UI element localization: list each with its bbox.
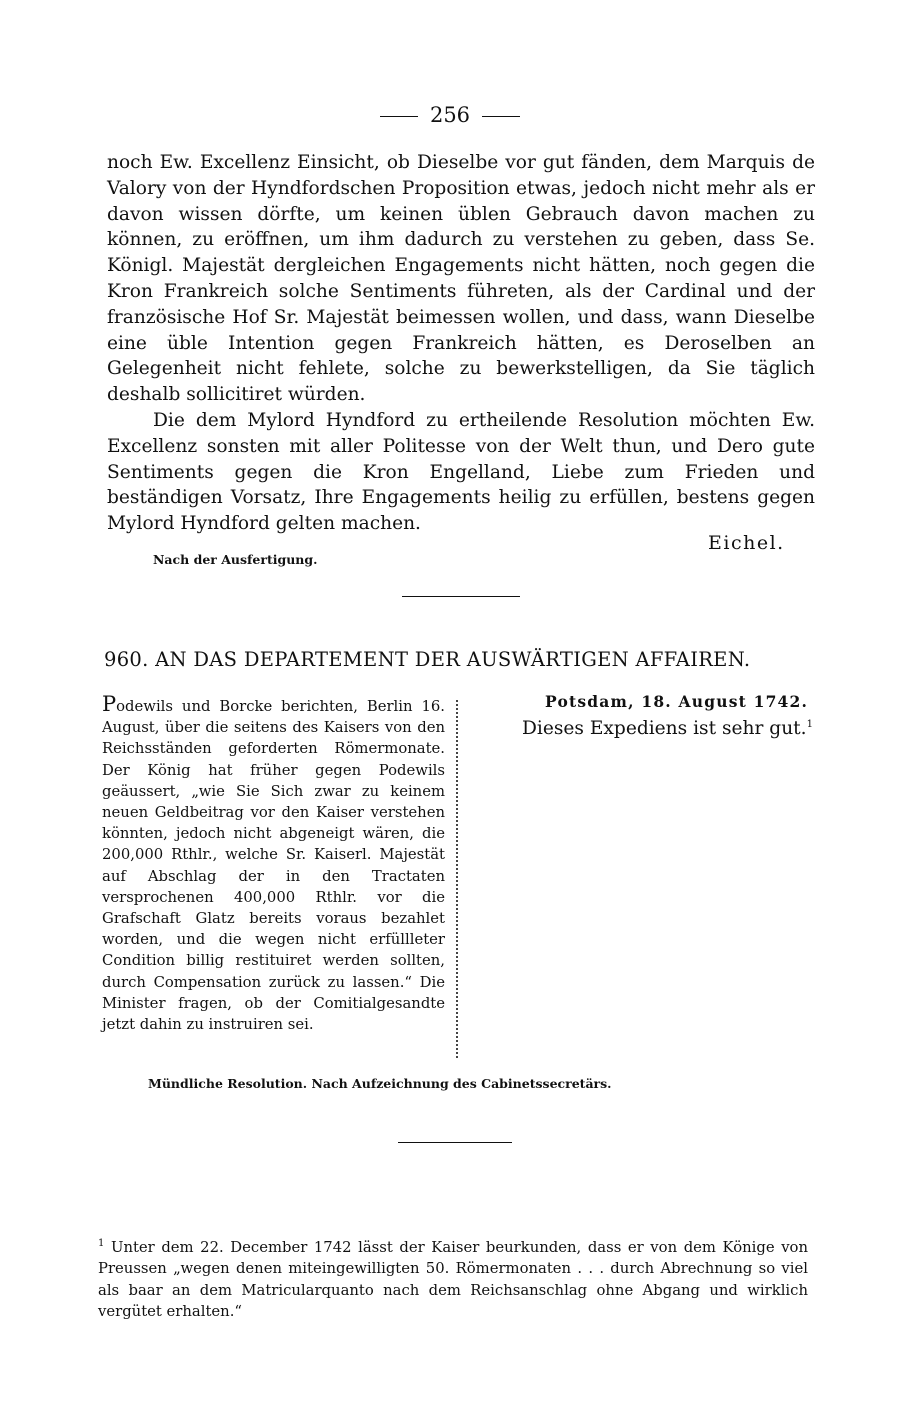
page-number: [0, 102, 900, 128]
document-heading: 960. AN DAS DEPARTEMENT DER AUSWÄRTIGEN AFFAIREN.: [104, 648, 751, 671]
page-number-text: 256: [429, 103, 471, 127]
letter-paragraph-1: noch Ew. Excellenz Einsicht, ob Dieselbe vor gut fänden, dem Marquis de Valory von der Hyndfordschen Proposition etwas, jedoch nicht mehr als er davon wissen dörfte, um keinen üblen Gebrauch davon machen zu können, zu eröffnen, um ihm dadurch zu verstehen zu geben, dass Se. Königl. Majestät dergleichen Engagements nicht hätten, noch gegen die Kron Frankreich solche Sentiments führeten, als der Cardinal und der französische Hof Sr. Majestät beimessen wollen, und dass, wann Dieselbe eine üble Intention gegen Frankreich hätten, es Deroselben an Gelegenheit nicht fehlete, solche zu bewerkstelligen, da Sie täglich deshalb sollicitiret würden.: [107, 152, 815, 406]
letter-paragraph-2: Die dem Mylord Hyndford zu ertheilende Resolution möchten Ew. Excellenz sonsten mit aller Politesse von der Welt thun, und Dero gute Sentiments gegen die Kron Engelland, Liebe zum Frieden und beständigen Vorsatz, Ihre Engagements heilig zu erfüllen, bestens gegen Mylord Hyndford gelten machen.: [107, 409, 815, 535]
section-divider-1: [402, 596, 520, 597]
column-divider: [456, 700, 458, 1058]
resolution-footnote-mark: 1: [806, 718, 813, 730]
date-line: Potsdam, 18. August 1742.: [545, 692, 809, 711]
source-note-resolution: Mündliche Resolution. Nach Aufzeichnung des Cabinetssecretärs.: [148, 1076, 612, 1091]
resolution-text-body: Dieses Expediens ist sehr gut.: [522, 718, 807, 739]
page-number-dash-right: [482, 116, 520, 117]
footnote-mark: 1: [98, 1238, 105, 1249]
source-note-ausfertigung: Nach der Ausfertigung.: [153, 552, 318, 567]
signature: Eichel.: [708, 532, 785, 554]
letter-body: [107, 150, 815, 537]
page-number-dash-left: [380, 116, 418, 117]
footnote: [98, 1233, 808, 1323]
summary-column: [102, 694, 445, 1035]
footnote-text: Unter dem 22. December 1742 lässt der Kaiser beurkunden, dass er von dem Könige von Preussen „wegen denen miteingewilligten 50. Römermonaten . . . durch Abrechnung so viel als baar an dem Matricularquanto nach dem Reichsanschlag ohne Abgang und wirklich vergütet erhalten.“: [98, 1238, 808, 1321]
summary-text: odewils und Borcke berichten, Berlin 16. August, über die seitens des Kaisers von den Reichsständen geforderten Römermonate. Der König hat früher gegen Podewils geäussert, „wie Sie Sich zwar zu keinem neuen Geldbeitrag vor den Kaiser verstehen könnten, jedoch nicht abgeneigt wären, die 200,000 Rthlr., welche Sr. Kaiserl. Majestät auf Abschlag der in den Tractaten versprochenen 400,000 Rthlr. vor die Grafschaft Glatz bereits voraus bezahlet worden, und die wegen nicht erfüllleter Condition billig restituiret werden sollten, durch Compensation zurück zu lassen.“ Die Minister fragen, ob der Comitialgesandte jetzt dahin zu instruiren sei.: [102, 698, 445, 1034]
summary-dropcap: P: [102, 692, 117, 716]
resolution-text: [522, 718, 813, 739]
section-divider-2: [398, 1142, 512, 1143]
